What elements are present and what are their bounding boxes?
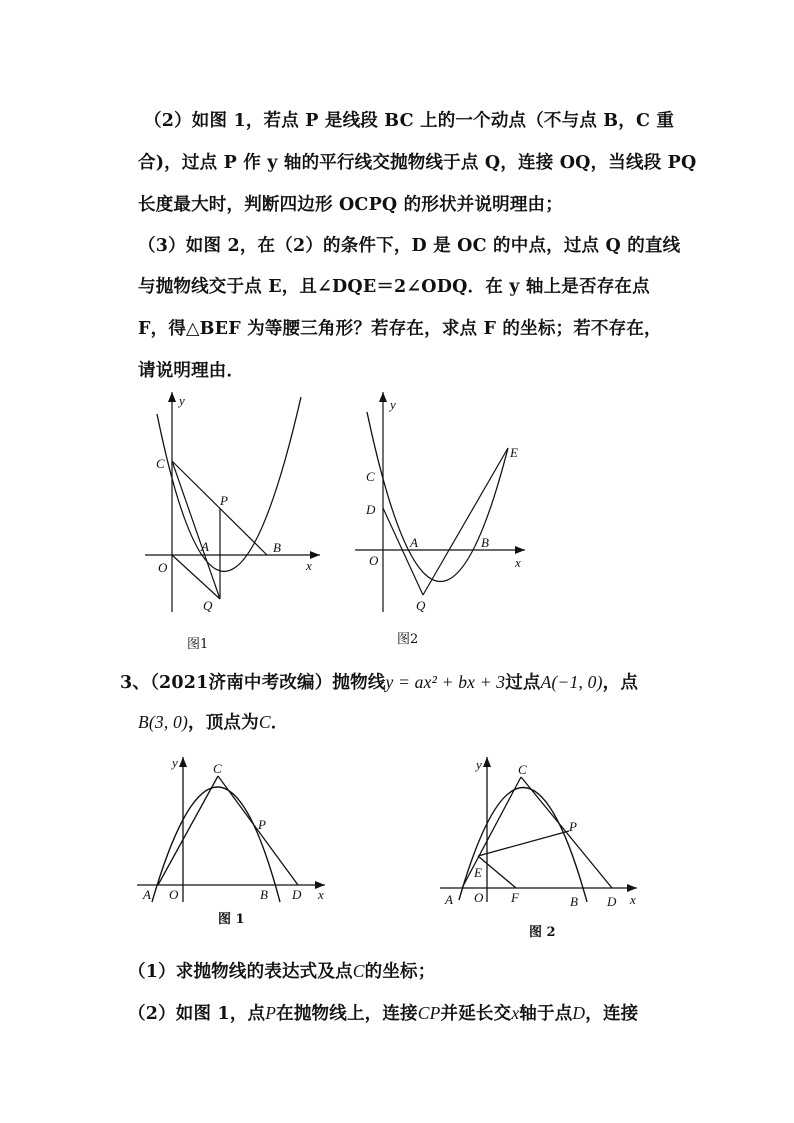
- p3-stem-prefix: 3、（2021济南中考改编）抛物线: [120, 673, 386, 693]
- label-y: y: [172, 755, 178, 770]
- p3-question-1: [128, 958, 435, 983]
- p2-part3-line1: （3）如图 2，在（2）的条件下，D 是 OC 的中点，过点 Q 的直线: [138, 236, 681, 256]
- label-x: x: [318, 887, 324, 902]
- q2-mid1: 在抛物线上，连接: [276, 1004, 418, 1024]
- label-C: C: [518, 762, 527, 777]
- p2-part2-line2: 合)，过点 P 作 y 轴的平行线交抛物线于点 Q，连接 OQ，当线段 PQ: [138, 153, 697, 173]
- p3-period: ．: [270, 713, 289, 733]
- segment-AC: [158, 776, 218, 885]
- p3-question-2: [128, 1000, 638, 1025]
- label-B: B: [570, 894, 578, 909]
- p3-vertex: C: [258, 712, 271, 732]
- label-E: E: [474, 865, 482, 880]
- label-D: D: [292, 887, 302, 902]
- q2-var-x: x: [511, 1003, 520, 1023]
- segment-EF: [478, 856, 516, 888]
- p3-figure-2: [437, 752, 642, 947]
- label-y: y: [476, 757, 482, 772]
- p3-stem-line1: [120, 669, 638, 694]
- label-Q: Q: [203, 598, 213, 613]
- label-x: x: [306, 558, 312, 573]
- figure-caption: 图 1: [218, 912, 245, 927]
- label-y: y: [179, 393, 185, 408]
- label-O: O: [474, 890, 484, 905]
- p3-stem-line2: [138, 709, 288, 734]
- segment-CD: [521, 777, 612, 888]
- q1-prefix: （1）求抛物线的表达式及点: [128, 962, 353, 982]
- p3-comma-point: ，点: [602, 673, 639, 693]
- parabola: [367, 412, 508, 582]
- label-x: x: [630, 892, 636, 907]
- q2-var-D: D: [572, 1003, 586, 1023]
- q2-suffix: ，连接: [585, 1004, 639, 1024]
- p3-passes: 过点: [505, 673, 541, 693]
- label-P: P: [258, 817, 266, 832]
- segment-QE: [423, 448, 508, 595]
- p3-point-A: A(−1, 0): [540, 672, 603, 692]
- figure-caption: 图2: [397, 632, 419, 647]
- q1-suffix: 的坐标；: [364, 962, 436, 982]
- label-P: P: [569, 819, 577, 834]
- label-C: C: [213, 761, 222, 776]
- label-A: A: [410, 535, 418, 550]
- q1-var-C: C: [352, 961, 365, 981]
- label-F: F: [511, 890, 519, 905]
- label-E: E: [510, 445, 518, 460]
- p2-part3-line3: F，得△BEF 为等腰三角形？若存在，求点 F 的坐标；若不存在，: [138, 319, 662, 339]
- label-A: A: [143, 887, 151, 902]
- label-O: O: [369, 553, 379, 568]
- q2-mid3: 轴于点: [519, 1004, 573, 1024]
- label-y: y: [390, 397, 396, 412]
- label-C: C: [366, 469, 375, 484]
- p2-part2-line1: （2）如图 1，若点 P 是线段 BC 上的一个动点（不与点 B，C 重: [144, 111, 675, 131]
- segment-EP: [478, 831, 569, 856]
- p2-part2-line3: 长度最大时，判断四边形 OCPQ 的形状并说明理由；: [138, 195, 563, 215]
- label-A: A: [445, 892, 453, 907]
- p3-point-B: B(3, 0): [138, 712, 188, 732]
- p3-equation: y = ax² + bx + 3: [385, 672, 506, 692]
- label-B: B: [273, 540, 281, 555]
- label-O: O: [169, 887, 179, 902]
- label-A: A: [201, 539, 209, 554]
- label-P: P: [220, 493, 228, 508]
- p3-vertex-text: ，顶点为: [188, 713, 259, 733]
- segment-CQ: [172, 461, 220, 599]
- label-D: D: [366, 502, 376, 517]
- segment-AC: [462, 777, 521, 888]
- segment-DQ: [383, 508, 423, 595]
- figure-caption: 图1: [187, 637, 209, 652]
- q2-var-CP: CP: [417, 1003, 441, 1023]
- parabola: [459, 787, 587, 902]
- p2-part3-line2: 与抛物线交于点 E，且∠DQE＝2∠ODQ．在 y 轴上是否存在点: [138, 277, 650, 297]
- label-C: C: [156, 456, 165, 471]
- label-D: D: [607, 894, 617, 909]
- q2-prefix: （2）如图 1，点: [128, 1004, 266, 1024]
- figure-caption: 图 2: [529, 925, 556, 940]
- p2-figure-2: [350, 392, 535, 662]
- q2-mid2: 并延长交: [440, 1004, 512, 1024]
- label-O: O: [158, 560, 168, 575]
- label-B: B: [481, 535, 489, 550]
- p2-figure-1: [135, 392, 330, 662]
- label-B: B: [260, 887, 268, 902]
- label-x: x: [515, 555, 521, 570]
- label-Q: Q: [416, 598, 426, 613]
- p3-figure-1: [132, 752, 332, 932]
- p2-part3-line4: 请说明理由．: [138, 361, 245, 381]
- q2-var-P: P: [265, 1003, 277, 1023]
